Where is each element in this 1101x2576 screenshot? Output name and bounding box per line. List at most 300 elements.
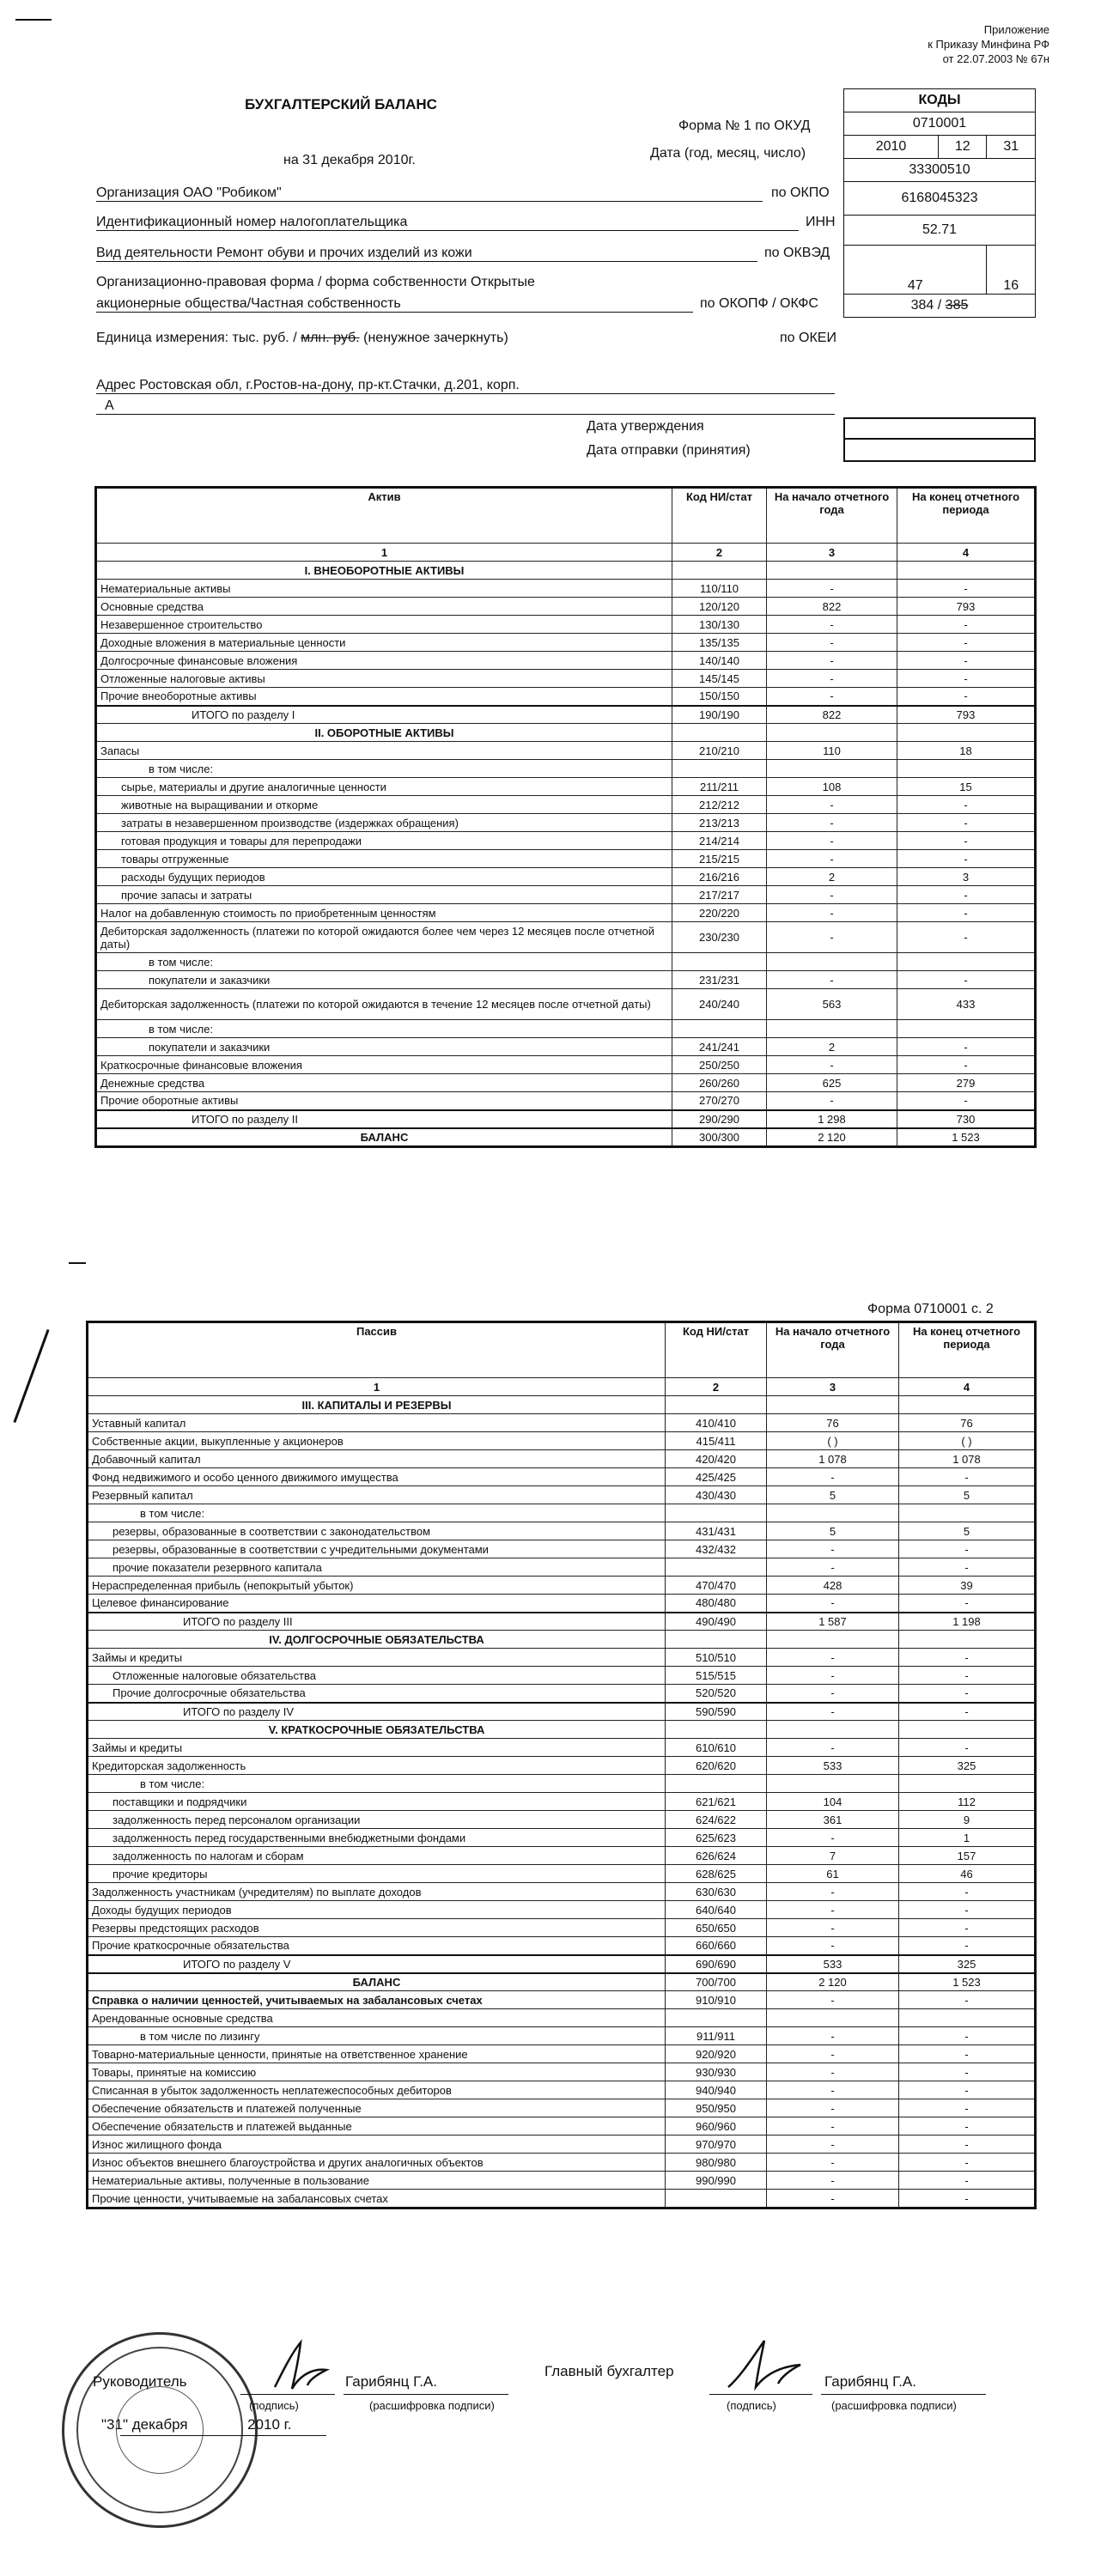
row-end-value: -	[899, 2154, 1035, 2172]
row-code: 910/910	[666, 1991, 767, 2009]
row-code: 213/213	[672, 814, 767, 832]
inn-code: 6168045323	[844, 182, 1036, 216]
date-day: 31	[106, 2416, 123, 2433]
row-end-value: ( )	[899, 1432, 1035, 1450]
row-code	[666, 2009, 767, 2027]
row-code	[672, 760, 767, 778]
row-code	[666, 1396, 767, 1414]
table-row	[88, 2081, 1035, 2099]
table-row	[88, 1829, 1035, 1847]
row-start-value: 2	[767, 1038, 897, 1056]
table-row	[97, 1128, 1035, 1146]
unit-tail: (ненужное зачеркнуть)	[363, 331, 508, 345]
row-start-value: 2 120	[767, 1973, 899, 1991]
row-code: 211/211	[672, 778, 767, 796]
col-liability: Пассив	[88, 1323, 666, 1378]
row-label: сырье, материалы и другие аналогичные ценности	[97, 778, 672, 796]
row-code: 630/630	[666, 1883, 767, 1901]
row-label: Списанная в убыток задолженность неплатежеспособных дебиторов	[88, 2081, 666, 2099]
row-label: Износ жилищного фонда	[88, 2136, 666, 2154]
row-label: в том числе по лизингу	[88, 2027, 666, 2045]
row-end-value: -	[899, 1883, 1035, 1901]
address-line	[96, 378, 835, 394]
okpo-code: 33300510	[844, 159, 1036, 182]
row-start-value: -	[767, 1991, 899, 2009]
okopf-code: 47	[844, 246, 987, 295]
table-row	[97, 850, 1035, 868]
row-end-value: 279	[897, 1074, 1035, 1092]
row-label: прочие запасы и затраты	[97, 886, 672, 904]
row-label: Целевое финансирование	[88, 1595, 666, 1613]
row-code: 230/230	[672, 922, 767, 953]
row-code: 290/290	[672, 1110, 767, 1128]
row-label: Отложенные налоговые обязательства	[88, 1667, 666, 1685]
row-label: Основные средства	[97, 598, 672, 616]
row-code: 130/130	[672, 616, 767, 634]
table-row	[88, 1973, 1035, 1991]
row-end-value: -	[897, 971, 1035, 989]
row-code	[666, 1721, 767, 1739]
row-start-value	[767, 724, 897, 742]
head-sig-caption: (подпись)	[249, 2399, 299, 2412]
row-label: Доходные вложения в материальные ценности	[97, 634, 672, 652]
form-ref-page2: Форма 0710001 с. 2	[867, 1302, 994, 1316]
row-label: БАЛАНС	[88, 1973, 666, 1991]
table-row	[97, 670, 1035, 688]
row-end-value: 793	[897, 706, 1035, 724]
table-row	[97, 760, 1035, 778]
row-end-value	[899, 1504, 1035, 1522]
col-end: На конец отчетного периода	[897, 489, 1035, 544]
table-row	[88, 1631, 1035, 1649]
row-start-value: -	[767, 1883, 899, 1901]
col-code: Код НИ/стат	[666, 1323, 767, 1378]
row-code: 240/240	[672, 989, 767, 1020]
row-code	[672, 562, 767, 580]
row-end-value: -	[897, 670, 1035, 688]
row-start-value: ( )	[767, 1432, 899, 1450]
row-label: III. КАПИТАЛЫ И РЕЗЕРВЫ	[88, 1396, 666, 1414]
accountant-sig-caption: (подпись)	[727, 2399, 776, 2412]
head-name: Гарибянц Г.А.	[345, 2373, 437, 2390]
row-label: Прочие краткосрочные обязательства	[88, 1937, 666, 1955]
row-start-value: -	[767, 1468, 899, 1486]
row-start-value	[767, 953, 897, 971]
date-month: декабря	[131, 2416, 188, 2433]
row-start-value: -	[767, 2117, 899, 2136]
inn-line	[96, 215, 799, 231]
row-start-value: 1 298	[767, 1110, 897, 1128]
row-start-value: 625	[767, 1074, 897, 1092]
table-row	[97, 634, 1035, 652]
row-code: 220/220	[672, 904, 767, 922]
row-end-value: 1 523	[897, 1128, 1035, 1146]
row-start-value: -	[767, 670, 897, 688]
colnum-4: 4	[897, 544, 1035, 562]
row-code	[666, 1631, 767, 1649]
okei-strike: 385	[945, 298, 969, 313]
okved-label: по ОКВЭД	[764, 246, 830, 260]
unit-label: Единица измерения: тыс. руб. /	[96, 331, 297, 345]
row-end-value: -	[897, 832, 1035, 850]
row-end-value: -	[899, 1901, 1035, 1919]
legal-label: Организационно-правовая форма / форма собственности	[96, 275, 467, 289]
head-sign-line	[240, 2394, 335, 2395]
row-code: 960/960	[666, 2117, 767, 2136]
row-label: Запасы	[97, 742, 672, 760]
row-label: прочие показатели резервного капитала	[88, 1558, 666, 1577]
okpo-label: по ОКПО	[771, 185, 830, 200]
row-label: товары отгруженные	[97, 850, 672, 868]
row-start-value	[767, 2009, 899, 2027]
row-start-value: -	[767, 1703, 899, 1721]
table-row	[88, 2063, 1035, 2081]
row-label: IV. ДОЛГОСРОЧНЫЕ ОБЯЗАТЕЛЬСТВА	[88, 1631, 666, 1649]
row-start-value: 428	[767, 1577, 899, 1595]
row-label: покупатели и заказчики	[97, 971, 672, 989]
row-end-value: -	[897, 904, 1035, 922]
row-start-value: 1 078	[767, 1450, 899, 1468]
row-end-value	[899, 1775, 1035, 1793]
row-label: Прочие внеоборотные активы	[97, 688, 672, 706]
row-code: 970/970	[666, 2136, 767, 2154]
row-label: Займы и кредиты	[88, 1649, 666, 1667]
row-code: 210/210	[672, 742, 767, 760]
table-row	[88, 2027, 1035, 2045]
row-label: Незавершенное строительство	[97, 616, 672, 634]
table-row	[97, 886, 1035, 904]
row-code: 920/920	[666, 2045, 767, 2063]
activity-label: Вид деятельности	[96, 246, 213, 260]
table-row	[88, 1613, 1035, 1631]
table-row	[97, 989, 1035, 1020]
row-end-value: 1 198	[899, 1613, 1035, 1631]
row-start-value	[767, 1631, 899, 1649]
row-end-value	[897, 953, 1035, 971]
row-end-value: -	[899, 1595, 1035, 1613]
row-end-value	[899, 1631, 1035, 1649]
row-end-value: -	[899, 2117, 1035, 2136]
table-row	[88, 1414, 1035, 1432]
row-start-value: 104	[767, 1793, 899, 1811]
row-label: Отложенные налоговые активы	[97, 670, 672, 688]
table-row	[88, 1504, 1035, 1522]
unit-strike: млн. руб.	[301, 331, 360, 345]
table-row	[88, 1540, 1035, 1558]
row-code: 515/515	[666, 1667, 767, 1685]
table-row	[97, 742, 1035, 760]
row-start-value: 563	[767, 989, 897, 1020]
row-label: животные на выращивании и откорме	[97, 796, 672, 814]
row-start-value: -	[767, 832, 897, 850]
date-year: 2010	[247, 2416, 280, 2433]
appendix-note	[928, 22, 1049, 66]
accountant-name: Гарибянц Г.А.	[824, 2373, 916, 2390]
row-end-value: -	[899, 1468, 1035, 1486]
table-row	[97, 616, 1035, 634]
row-start-value: -	[767, 688, 897, 706]
row-label: Фонд недвижимого и особо ценного движимого имущества	[88, 1468, 666, 1486]
okopf-label: по ОКОПФ / ОКФС	[700, 296, 818, 311]
row-label: Товарно-материальные ценности, принятые на ответственное хранение	[88, 2045, 666, 2063]
row-code: 135/135	[672, 634, 767, 652]
row-label: Нераспределенная прибыль (непокрытый убыток)	[88, 1577, 666, 1595]
okud-code: 0710001	[844, 112, 1036, 136]
row-code	[666, 2190, 767, 2208]
activity-value: Ремонт обуви и прочих изделий из кожи	[216, 246, 472, 260]
row-label: Нематериальные активы	[97, 580, 672, 598]
row-label: Резервы предстоящих расходов	[88, 1919, 666, 1937]
row-code: 930/930	[666, 2063, 767, 2081]
row-label: Товары, принятые на комиссию	[88, 2063, 666, 2081]
row-start-value: -	[767, 2136, 899, 2154]
row-start-value: 110	[767, 742, 897, 760]
row-label: Обеспечение обязательств и платежей выданные	[88, 2117, 666, 2136]
day-code: 31	[987, 136, 1036, 159]
row-end-value	[899, 1721, 1035, 1739]
table-row	[97, 580, 1035, 598]
table-row	[88, 1757, 1035, 1775]
row-start-value	[767, 562, 897, 580]
row-end-value: 3	[897, 868, 1035, 886]
row-label: Резервный капитал	[88, 1486, 666, 1504]
row-start-value: 76	[767, 1414, 899, 1432]
table-row	[88, 1937, 1035, 1955]
row-label: Дебиторская задолженность (платежи по которой ожидаются более чем через 12 месяцев после отчетной даты)	[97, 922, 672, 953]
row-end-value: -	[897, 814, 1035, 832]
row-end-value: -	[897, 796, 1035, 814]
row-label: Займы и кредиты	[88, 1739, 666, 1757]
row-label: в том числе:	[88, 1504, 666, 1522]
row-label: V. КРАТКОСРОЧНЫЕ ОБЯЗАТЕЛЬСТВА	[88, 1721, 666, 1739]
row-code: 700/700	[666, 1973, 767, 1991]
row-start-value: -	[767, 2154, 899, 2172]
legal-line-1	[96, 275, 535, 290]
row-label: Износ объектов внешнего благоустройства и других аналогичных объектов	[88, 2154, 666, 2172]
accountant-decode-caption: (расшифровка подписи)	[831, 2399, 957, 2412]
colnum-1: 1	[97, 544, 672, 562]
row-end-value	[897, 724, 1035, 742]
row-code: 660/660	[666, 1937, 767, 1955]
inn-label-left: Идентификационный номер налогоплательщика	[96, 215, 408, 229]
row-end-value: -	[897, 922, 1035, 953]
table-row	[97, 832, 1035, 850]
row-code	[672, 953, 767, 971]
row-start-value: 533	[767, 1757, 899, 1775]
row-label: Денежные средства	[97, 1074, 672, 1092]
date-label: Дата (год, месяц, число)	[650, 146, 806, 161]
table-row	[88, 1793, 1035, 1811]
row-end-value: -	[897, 688, 1035, 706]
row-label: ИТОГО по разделу IV	[88, 1703, 666, 1721]
row-label: поставщики и подрядчики	[88, 1793, 666, 1811]
row-code: 480/480	[666, 1595, 767, 1613]
row-end-value: 15	[897, 778, 1035, 796]
row-start-value: -	[767, 1919, 899, 1937]
table-row	[88, 1775, 1035, 1793]
row-label: прочие кредиторы	[88, 1865, 666, 1883]
table-row	[88, 1432, 1035, 1450]
row-end-value: -	[899, 1739, 1035, 1757]
row-code	[666, 1775, 767, 1793]
row-start-value: 533	[767, 1955, 899, 1973]
row-code: 590/590	[666, 1703, 767, 1721]
table-row	[88, 2136, 1035, 2154]
row-label: Доходы будущих периодов	[88, 1901, 666, 1919]
row-code: 950/950	[666, 2099, 767, 2117]
row-start-value	[767, 1775, 899, 1793]
row-code	[666, 1504, 767, 1522]
table-row	[88, 2154, 1035, 2172]
row-end-value: -	[899, 2063, 1035, 2081]
row-code: 260/260	[672, 1074, 767, 1092]
row-end-value: 325	[899, 1955, 1035, 1973]
col-code: Код НИ/стат	[672, 489, 767, 544]
row-start-value: 822	[767, 598, 897, 616]
table-row	[97, 652, 1035, 670]
row-start-value: -	[767, 1901, 899, 1919]
row-code: 431/431	[666, 1522, 767, 1540]
row-start-value: 61	[767, 1865, 899, 1883]
row-end-value: -	[899, 1540, 1035, 1558]
table-row	[97, 688, 1035, 706]
approve-box	[843, 417, 1036, 440]
row-end-value: -	[899, 1667, 1035, 1685]
row-end-value: -	[899, 1685, 1035, 1703]
row-end-value: 46	[899, 1865, 1035, 1883]
table-row	[88, 1811, 1035, 1829]
row-code: 624/622	[666, 1811, 767, 1829]
row-code: 520/520	[666, 1685, 767, 1703]
table-row	[97, 724, 1035, 742]
table-row	[88, 1955, 1035, 1973]
table-row	[97, 796, 1035, 814]
table-row	[88, 1577, 1035, 1595]
row-label: Краткосрочные финансовые вложения	[97, 1056, 672, 1074]
colnum-1: 1	[88, 1378, 666, 1396]
address-line-2	[96, 398, 835, 415]
okei-label: по ОКЕИ	[780, 331, 836, 345]
table-row	[88, 1486, 1035, 1504]
table-row	[88, 1883, 1035, 1901]
row-code: 110/110	[672, 580, 767, 598]
row-end-value: -	[899, 2099, 1035, 2117]
row-end-value: -	[899, 1558, 1035, 1577]
row-label: Справка о наличии ценностей, учитываемых на забалансовых счетах	[88, 1991, 666, 2009]
row-code: 911/911	[666, 2027, 767, 2045]
table-row	[88, 1901, 1035, 1919]
row-start-value: -	[767, 1056, 897, 1074]
row-end-value: -	[899, 2136, 1035, 2154]
row-end-value: -	[899, 1991, 1035, 2009]
row-code: 628/625	[666, 1865, 767, 1883]
year-code: 2010	[844, 136, 939, 159]
inn-label: ИНН	[806, 215, 836, 229]
address-value-2: А	[105, 398, 114, 413]
row-code: 250/250	[672, 1056, 767, 1074]
col-start: На начало отчетного года	[767, 489, 897, 544]
appendix-line-3: от 22.07.2003 № 67н	[942, 52, 1049, 65]
row-label: задолженность по налогам и сборам	[88, 1847, 666, 1865]
row-end-value: -	[899, 2172, 1035, 2190]
unit-line	[96, 331, 508, 346]
report-date: на 31 декабря 2010г.	[283, 153, 416, 167]
page-title: БУХГАЛТЕРСКИЙ БАЛАНС	[245, 96, 437, 112]
table-row	[97, 706, 1035, 724]
row-end-value	[899, 1396, 1035, 1414]
colnum-4: 4	[899, 1378, 1035, 1396]
row-start-value	[767, 1396, 899, 1414]
row-code	[672, 1020, 767, 1038]
row-label: Налог на добавленную стоимость по приобретенным ценностям	[97, 904, 672, 922]
row-end-value: 5	[899, 1522, 1035, 1540]
row-start-value: -	[767, 1739, 899, 1757]
row-end-value: -	[899, 1649, 1035, 1667]
send-box	[843, 438, 1036, 462]
row-end-value: 433	[897, 989, 1035, 1020]
row-code: 510/510	[666, 1649, 767, 1667]
row-end-value: -	[899, 2045, 1035, 2063]
table-row	[88, 1595, 1035, 1613]
row-start-value: -	[767, 971, 897, 989]
row-label: Арендованные основные средства	[88, 2009, 666, 2027]
table-row	[97, 1020, 1035, 1038]
row-end-value: -	[897, 580, 1035, 598]
colnum-2: 2	[672, 544, 767, 562]
row-label: Обеспечение обязательств и платежей полученные	[88, 2099, 666, 2117]
table-row	[97, 778, 1035, 796]
liabilities-table	[88, 1322, 1035, 2208]
row-label: ИТОГО по разделу II	[97, 1110, 672, 1128]
row-start-value: -	[767, 1667, 899, 1685]
table-row	[88, 1721, 1035, 1739]
table-row	[97, 1110, 1035, 1128]
table-row	[88, 1739, 1035, 1757]
row-label: задолженность перед государственными внебюджетными фондами	[88, 1829, 666, 1847]
colnum-2: 2	[666, 1378, 767, 1396]
row-start-value: -	[767, 1937, 899, 1955]
row-end-value: -	[899, 1919, 1035, 1937]
approve-label: Дата утверждения	[587, 419, 704, 434]
row-start-value: 822	[767, 706, 897, 724]
row-code: 470/470	[666, 1577, 767, 1595]
row-label: Прочие ценности, учитываемые на забалансовых счетах	[88, 2190, 666, 2208]
row-end-value: -	[899, 1703, 1035, 1721]
table-row	[97, 904, 1035, 922]
row-label: ИТОГО по разделу V	[88, 1955, 666, 1973]
sign-date-line	[120, 2435, 326, 2436]
row-start-value	[767, 1504, 899, 1522]
row-code: 625/623	[666, 1829, 767, 1847]
row-code: 640/640	[666, 1901, 767, 1919]
legal-value-1: Открытые	[471, 275, 535, 289]
accountant-name-line	[821, 2394, 986, 2395]
row-code: 241/241	[672, 1038, 767, 1056]
row-start-value: 1 587	[767, 1613, 899, 1631]
row-code: 270/270	[672, 1092, 767, 1110]
row-end-value: -	[899, 2027, 1035, 2045]
row-code: 690/690	[666, 1955, 767, 1973]
accountant-sign-line	[709, 2394, 812, 2395]
table-row	[97, 971, 1035, 989]
row-start-value	[767, 1721, 899, 1739]
row-label: в том числе:	[97, 1020, 672, 1038]
table-row	[88, 1667, 1035, 1685]
table-row	[97, 1056, 1035, 1074]
row-end-value: 730	[897, 1110, 1035, 1128]
row-code: 215/215	[672, 850, 767, 868]
row-end-value: 1 078	[899, 1450, 1035, 1468]
